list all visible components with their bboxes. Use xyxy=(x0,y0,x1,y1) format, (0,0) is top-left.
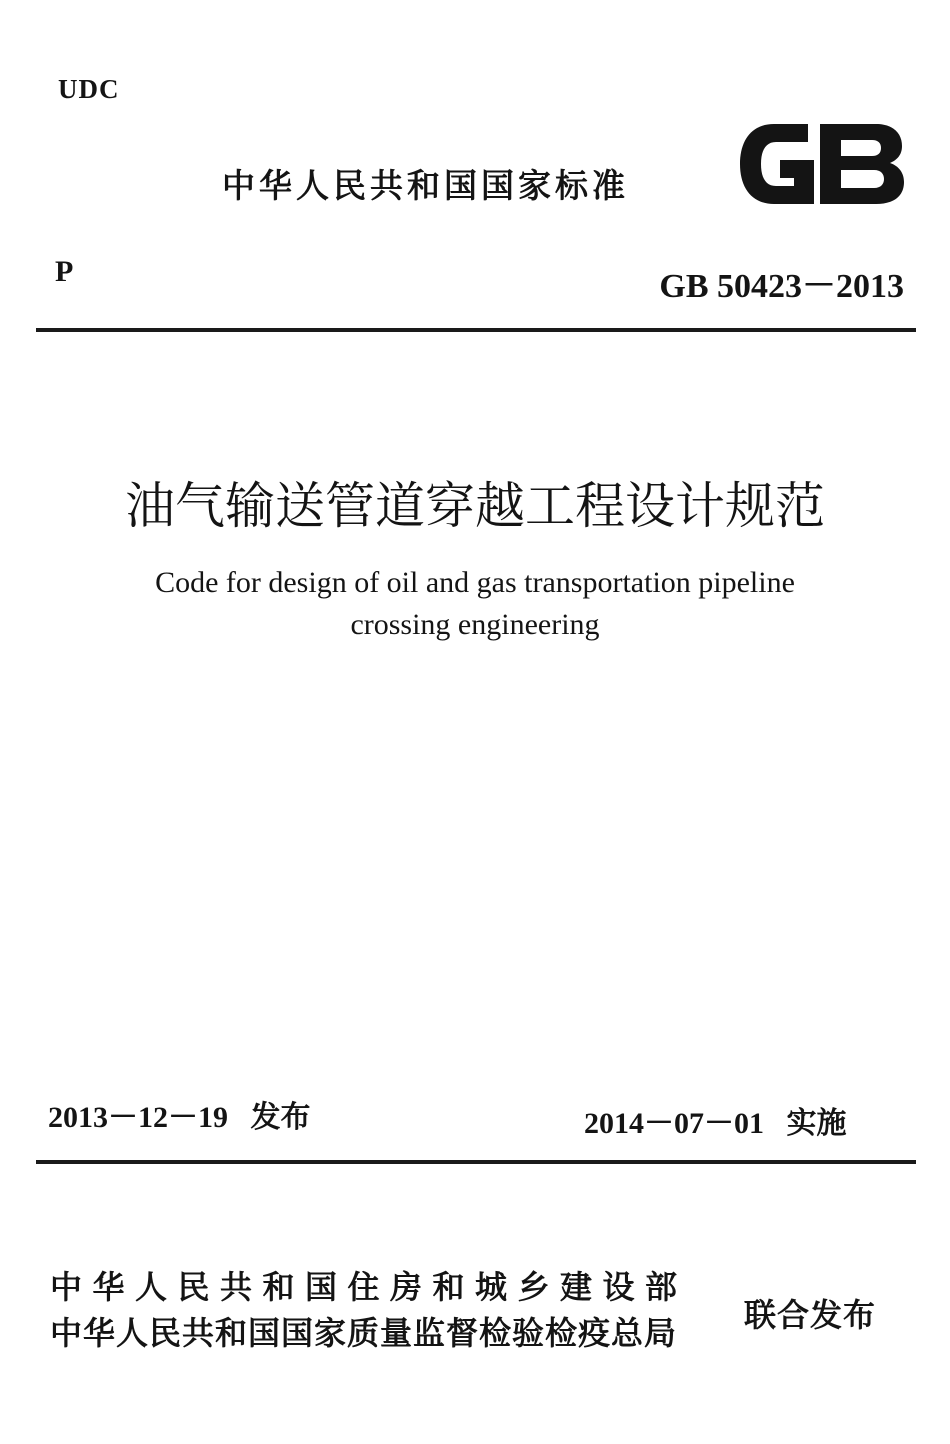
title-english-line2: crossing engineering xyxy=(350,608,600,641)
standard-number: GB 50423－2013 xyxy=(659,268,904,305)
implement-date-block xyxy=(584,1098,847,1142)
gb-logo xyxy=(736,118,906,210)
classification-code: P xyxy=(55,255,74,288)
gb-logo-g xyxy=(740,124,814,204)
title-english-line1: Code for design of oil and gas transportation pipeline xyxy=(155,566,795,599)
implement-date: 2014－07－01 xyxy=(584,1107,764,1140)
header-divider xyxy=(36,328,916,332)
issue-label: 发布 xyxy=(250,1100,311,1135)
implement-label: 实施 xyxy=(786,1106,847,1141)
title-chinese: 油气输送管道穿越工程设计规范 xyxy=(125,477,825,535)
issuer-aqsiq: 中华人民共和国国家质量监督检验检疫总局 xyxy=(50,1314,678,1352)
title-english xyxy=(0,562,950,646)
footer-divider xyxy=(36,1160,916,1164)
standard-type-heading: 中华人民共和国国家标准 xyxy=(222,166,629,205)
joint-issue-label: 联合发布 xyxy=(744,1296,877,1334)
gb-logo-b xyxy=(820,124,904,204)
issuer-ministry-housing: 中华人民共和国住房和城乡建设部 xyxy=(50,1268,688,1306)
issue-date-block xyxy=(48,1092,311,1136)
issue-date: 2013－12－19 xyxy=(48,1101,228,1134)
udc-label: UDC xyxy=(58,74,120,104)
